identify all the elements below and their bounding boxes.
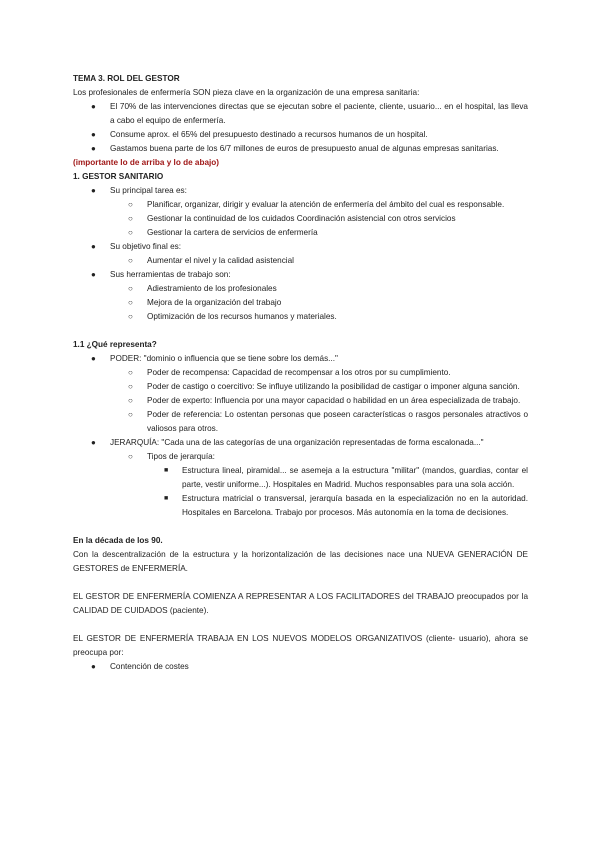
representa-list: [73, 352, 528, 520]
list-item: [73, 100, 528, 128]
spacer: [73, 520, 528, 534]
list-item-text: Aumentar el nivel y la calidad asistencial: [147, 256, 294, 265]
bullet-dot-icon: ●: [91, 270, 96, 279]
list-item-text: Gestionar la cartera de servicios de enfermería: [147, 228, 318, 237]
decade-list: [73, 660, 528, 674]
sub-sub-list-item: [73, 464, 528, 492]
list-item: [73, 436, 528, 450]
bullet-circle-icon: ○: [128, 410, 133, 419]
bullet-square-icon: ■: [164, 495, 169, 502]
list-item-text: Contención de costes: [110, 662, 189, 671]
list-item-text: Tipos de jerarquía:: [147, 452, 215, 461]
gestor-list: [73, 184, 528, 324]
list-item-text: Optimización de los recursos humanos y materiales.: [147, 312, 337, 321]
bullet-circle-icon: ○: [128, 228, 133, 237]
sub-list-item: [73, 394, 528, 408]
list-item-text: Estructura matricial o transversal, jerarquía basada en la especialización no en la autoridad. Hospitales en Barcelona. Trabajo por procesos. Más autonomía en la toma de decisiones.: [182, 494, 528, 517]
decade-paragraph-1: Con la descentralización de la estructura y la horizontalización de las decisiones nace una NUEVA GENERACIÓN DE GESTORES de ENFERMERÍA.: [73, 550, 528, 573]
list-item: [73, 240, 528, 254]
list-item-text: Sus herramientas de trabajo son:: [110, 270, 231, 279]
bullet-dot-icon: ●: [91, 186, 96, 195]
list-item: [73, 268, 528, 282]
sub-list-item: [73, 254, 528, 268]
bullet-dot-icon: ●: [91, 130, 96, 139]
list-item-text: Consume aprox. el 65% del presupuesto destinado a recursos humanos de un hospital.: [110, 130, 428, 139]
document-body: [73, 72, 528, 674]
important-note: (importante lo de arriba y lo de abajo): [73, 158, 220, 167]
bullet-circle-icon: ○: [128, 200, 133, 209]
sub-list-item: [73, 198, 528, 212]
decade-paragraph-2: EL GESTOR DE ENFERMERÍA COMIENZA A REPRESENTAR A LOS FACILITADORES del TRABAJO preocupados por la CALIDAD DE CUIDADOS (paciente).: [73, 592, 528, 615]
list-item-text: Su principal tarea es:: [110, 186, 187, 195]
sub-list-item: [73, 408, 528, 436]
spacer: [73, 618, 528, 632]
sub-list-item: [73, 226, 528, 240]
bullet-circle-icon: ○: [128, 284, 133, 293]
bullet-square-icon: ■: [164, 467, 169, 474]
list-item-text: Poder de referencia: Lo ostentan personas que poseen características o rasgos personales atractivos o valiosos para otros.: [147, 410, 528, 433]
sub-list-item: [73, 366, 528, 380]
bullet-dot-icon: ●: [91, 242, 96, 251]
list-item: [73, 352, 528, 366]
intro-paragraph: Los profesionales de enfermería SON pieza clave en la organización de una empresa sanitaria:: [73, 88, 420, 97]
list-item-text: Estructura lineal, piramidal... se asemeja a la estructura "militar" (mandos, guardias, contar el parte, vestir uniforme...). Hospitales en Madrid. Muchos responsables para una sola acción.: [182, 466, 528, 489]
list-item: [73, 128, 528, 142]
sub-list-item: [73, 296, 528, 310]
sub-list-item: [73, 282, 528, 296]
spacer: [73, 576, 528, 590]
list-item-text: Gastamos buena parte de los 6/7 millones de euros de presupuesto anual de algunas empresas sanitarias.: [110, 144, 499, 153]
page-title: TEMA 3. ROL DEL GESTOR: [73, 74, 180, 83]
bullet-dot-icon: ●: [91, 438, 96, 447]
list-item-text: Poder de castigo o coercitivo: Se influye utilizando la posibilidad de castigar o imponer alguna sanción.: [147, 382, 520, 391]
section-heading-representa: 1.1 ¿Qué representa?: [73, 340, 157, 349]
list-item-text: JERARQUÍA: "Cada una de las categorías de una organización representadas de forma escalonada...": [110, 438, 484, 447]
decade-paragraph-3: EL GESTOR DE ENFERMERÍA TRABAJA EN LOS NUEVOS MODELOS ORGANIZATIVOS (cliente- usuario), ahora se preocupa por:: [73, 634, 528, 657]
bullet-circle-icon: ○: [128, 298, 133, 307]
bullet-circle-icon: ○: [128, 368, 133, 377]
list-item-text: Adiestramiento de los profesionales: [147, 284, 277, 293]
sub-list-item: [73, 310, 528, 324]
sub-list-item: [73, 212, 528, 226]
sub-list-item: [73, 380, 528, 394]
bullet-circle-icon: ○: [128, 452, 133, 461]
list-item-text: Mejora de la organización del trabajo: [147, 298, 282, 307]
section-heading-gestor: 1. GESTOR SANITARIO: [73, 172, 164, 181]
sub-list-item: [73, 450, 528, 464]
bullet-circle-icon: ○: [128, 214, 133, 223]
list-item-text: El 70% de las intervenciones directas que se ejecutan sobre el paciente, cliente, usuario... en el hospital, las lleva a cabo el equipo de enfermería.: [110, 102, 528, 125]
list-item: [73, 142, 528, 156]
list-item-text: Gestionar la continuidad de los cuidados Coordinación asistencial con otros servicios: [147, 214, 456, 223]
spacer: [73, 324, 528, 338]
bullet-circle-icon: ○: [128, 382, 133, 391]
bullet-circle-icon: ○: [128, 396, 133, 405]
section-heading-decade: En la década de los 90.: [73, 536, 163, 545]
bullet-circle-icon: ○: [128, 256, 133, 265]
list-item: [73, 184, 528, 198]
list-item-text: PODER: "dominio o influencia que se tiene sobre los demás...": [110, 354, 338, 363]
bullet-dot-icon: ●: [91, 354, 96, 363]
list-item: [73, 660, 528, 674]
bullet-dot-icon: ●: [91, 144, 96, 153]
intro-list: [73, 100, 528, 156]
bullet-circle-icon: ○: [128, 312, 133, 321]
bullet-dot-icon: ●: [91, 662, 96, 671]
list-item-text: Poder de experto: Influencia por una mayor capacidad o habilidad en un área especializada de trabajo.: [147, 396, 521, 405]
list-item-text: Su objetivo final es:: [110, 242, 182, 251]
bullet-dot-icon: ●: [91, 102, 96, 111]
list-item-text: Poder de recompensa: Capacidad de recompensar a los otros por su cumplimiento.: [147, 368, 451, 377]
list-item-text: Planificar, organizar, dirigir y evaluar la atención de enfermería del ámbito del cual es responsable.: [147, 200, 505, 209]
sub-sub-list-item: [73, 492, 528, 520]
